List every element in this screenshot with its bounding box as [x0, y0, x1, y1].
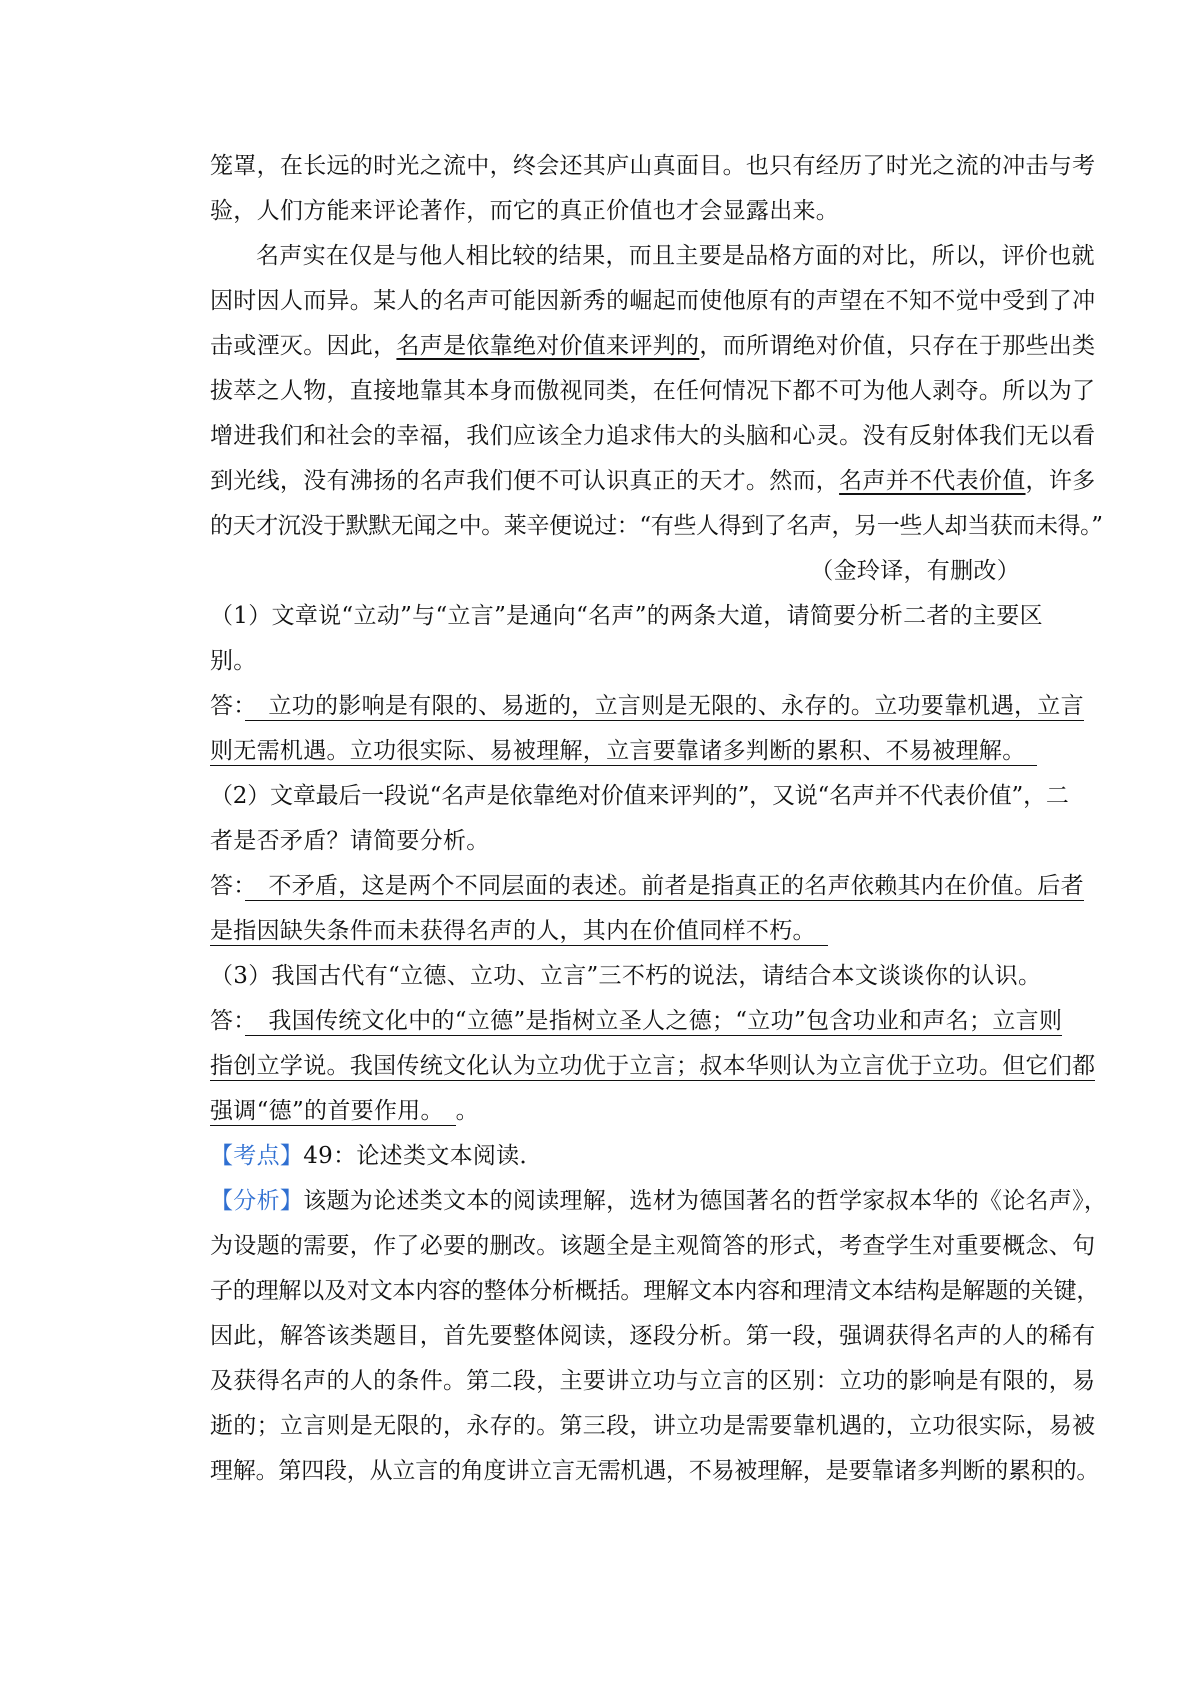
fenxi-line — [210, 1186, 1108, 1216]
fenxi-line: 因此，解答该类题目，首先要整体阅读，逐段分析。第一段，强调获得名声的人的稀有 — [210, 1323, 1096, 1349]
passage-text: ，而所谓绝对价值，只存在于那些出类 — [699, 333, 1096, 359]
answer-1 — [210, 691, 1084, 721]
question-2-cont: 者是否矛盾？请简要分析。 — [210, 828, 490, 854]
fenxi-tag: 【分析】 — [210, 1188, 304, 1214]
kaodian-text: 49：论述类文本阅读． — [303, 1143, 543, 1169]
answer-3-cont — [210, 1051, 1096, 1081]
fenxi-line: 子的理解以及对文本内容的整体分析概括。理解文本内容和理清文本结构是解题的关键， — [210, 1278, 1100, 1304]
passage-line: 验，人们方能来评论著作，而它的真正价值也才会显露出来。 — [210, 198, 840, 224]
underlined-quote: 名声并不代表价值 — [839, 468, 1026, 494]
passage-line: 拔萃之人物，直接地靠其本身而傲视同类，在任何情况下都不可为他人剥夺。所以为了 — [210, 378, 1096, 404]
answer-prefix: 答： — [210, 873, 246, 899]
answer-text: 我国传统文化中的“立德”是指树立圣人之德；“立功”包含功业和声名；立言则 — [245, 1008, 1063, 1034]
answer-end-mark: 。 — [455, 1098, 479, 1124]
passage-text: 击或湮灭。因此， — [210, 333, 397, 359]
answer-2 — [210, 871, 1084, 901]
passage-line: 的天才沉没于默默无闻之中。莱辛便说过：“有些人得到了名声，另一些人却当获而未得。” — [210, 513, 1103, 539]
answer-text: 不矛盾，这是两个不同层面的表述。前者是指真正的名声依赖其内在价值。后者 — [245, 873, 1084, 899]
passage-line — [210, 466, 1096, 496]
passage-paragraph-start: 名声实在仅是与他人相比较的结果，而且主要是品格方面的对比，所以，评价也就 — [256, 243, 1095, 269]
answer-3 — [210, 1006, 1063, 1036]
question-2: （2）文章最后一段说“名声是依靠绝对价值来评判的”，又说“名声并不代表价值”，二 — [210, 783, 1069, 809]
fenxi-text: 该题为论述类文本的阅读理解，选材为德国著名的哲学家叔本华的《论名声》， — [303, 1188, 1108, 1214]
passage-line: 因时因人而异。某人的名声可能因新秀的崛起而使他原有的声望在不知不觉中受到了冲 — [210, 288, 1096, 314]
passage-line: 增进我们和社会的幸福，我们应该全力追求伟大的头脑和心灵。没有反射体我们无以看 — [210, 423, 1096, 449]
answer-prefix: 答： — [210, 1008, 246, 1034]
answer-text: 是指因缺失条件而未获得名声的人，其内在价值同样不朽。 — [210, 918, 828, 944]
underlined-quote: 名声是依靠绝对价值来评判的 — [396, 333, 700, 359]
passage-text: ，许多 — [1025, 468, 1096, 494]
kaodian-line — [210, 1141, 1020, 1171]
answer-2-cont — [210, 916, 1020, 946]
kaodian-tag: 【考点】 — [210, 1143, 304, 1169]
passage-text: 到光线，没有沸扬的名声我们便不可认识真正的天才。然而， — [210, 468, 840, 494]
answer-text: 强调“德”的首要作用。 — [210, 1098, 456, 1124]
answer-3-end — [210, 1096, 1020, 1126]
question-1-cont: 别。 — [210, 648, 257, 674]
passage-line — [210, 331, 1096, 361]
attribution: （金玲译，有删改） — [810, 558, 1020, 584]
answer-prefix: 答： — [210, 693, 246, 719]
fenxi-line: 逝的；立言则是无限的，永存的。第三段，讲立功是需要靠机遇的，立功很实际，易被 — [210, 1413, 1096, 1439]
answer-text: 立功的影响是有限的、易逝的，立言则是无限的、永存的。立功要靠机遇，立言 — [245, 693, 1084, 719]
fenxi-line: 理解。第四段，从立言的角度讲立言无需机遇，不易被理解，是要靠诸多判断的累积的。 — [210, 1458, 1100, 1484]
answer-text: 指创立学说。我国传统文化认为立功优于立言；叔本华则认为立言优于立功。但它们都 — [210, 1053, 1096, 1079]
question-3: （3）我国古代有“立德、立功、立言”三不朽的说法，请结合本文谈谈你的认识。 — [210, 963, 1042, 989]
answer-1-cont — [210, 736, 1038, 766]
answer-text: 则无需机遇。立功很实际、易被理解，立言要靠诸多判断的累积、不易被理解。 — [210, 738, 1038, 764]
fenxi-line: 为设题的需要，作了必要的删改。该题全是主观简答的形式，考查学生对重要概念、句 — [210, 1233, 1096, 1259]
question-1: （1）文章说“立动”与“立言”是通向“名声”的两条大道，请简要分析二者的主要区 — [210, 603, 1043, 629]
fenxi-line: 及获得名声的人的条件。第二段，主要讲立功与立言的区别：立功的影响是有限的，易 — [210, 1368, 1096, 1394]
passage-line: 笼罩，在长远的时光之流中，终会还其庐山真面目。也只有经历了时光之流的冲击与考 — [210, 153, 1096, 179]
